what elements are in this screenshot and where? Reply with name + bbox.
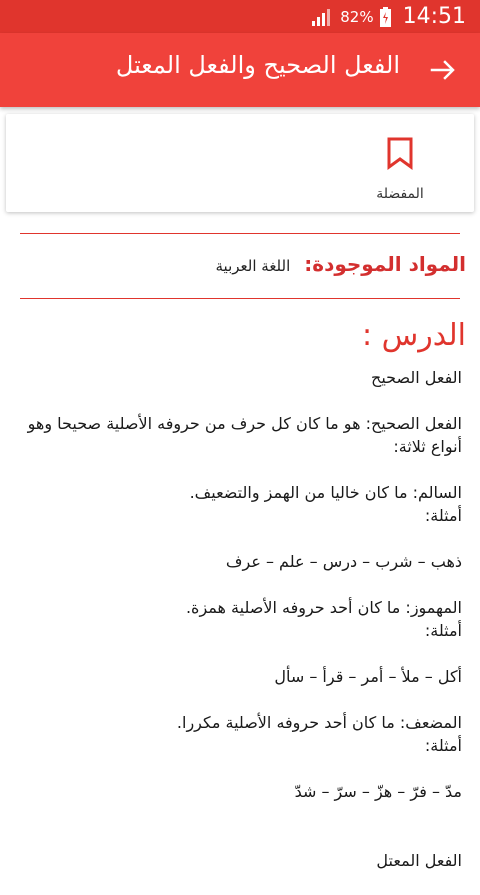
back-arrow-icon[interactable] (428, 55, 458, 85)
lesson-heading: الدرس : (362, 318, 466, 353)
lesson-paragraph: الفعل الصحيح (370, 368, 462, 387)
favorites-label: المفضلة (376, 186, 424, 202)
lesson-paragraph: أمثلة: (424, 506, 462, 525)
favorites-card (6, 114, 474, 212)
lesson-paragraph: الفعل الصحيح: هو ما كان كل حرف من حروفه الأصلية صحيحا وهو أنواع ثلاثة: (27, 414, 462, 456)
lesson-paragraph: مدّ – فرّ – هزّ – سرّ – شدّ (294, 782, 462, 801)
lesson-paragraph: أكل – ملأ – أمر – قرأ – سأل (274, 667, 462, 686)
lesson-paragraph: ذهب – شرب – درس – علم – عرف (225, 552, 462, 571)
lesson-paragraph: المهموز: ما كان أحد حروفه الأصلية همزة. (185, 598, 462, 617)
favorites-button[interactable] (352, 114, 448, 212)
lesson-paragraph: أمثلة: (424, 621, 462, 640)
materials-row (216, 252, 466, 276)
lesson-paragraph: السالم: ما كان خاليا من الهمز والتضعيف. (189, 483, 462, 502)
bookmark-icon (385, 136, 415, 170)
clock: 14:51 (402, 4, 466, 29)
signal-icon (312, 8, 334, 26)
lesson-paragraph: المضعف: ما كان أحد حروفه الأصلية مكررا. (176, 713, 462, 732)
page-title: الفعل الصحيح والفعل المعتل (115, 51, 400, 79)
materials-value: اللغة العربية (215, 257, 291, 275)
lesson-paragraph: الفعل المعتل (376, 851, 462, 870)
status-bar (0, 0, 480, 33)
battery-percent: 82% (340, 7, 374, 26)
app-bar (0, 33, 480, 107)
materials-label: المواد الموجودة: (304, 252, 466, 276)
lesson-paragraph: أمثلة: (424, 736, 462, 755)
battery-icon (380, 7, 391, 27)
lesson-body (22, 366, 462, 895)
divider (20, 298, 460, 299)
divider (20, 233, 460, 234)
